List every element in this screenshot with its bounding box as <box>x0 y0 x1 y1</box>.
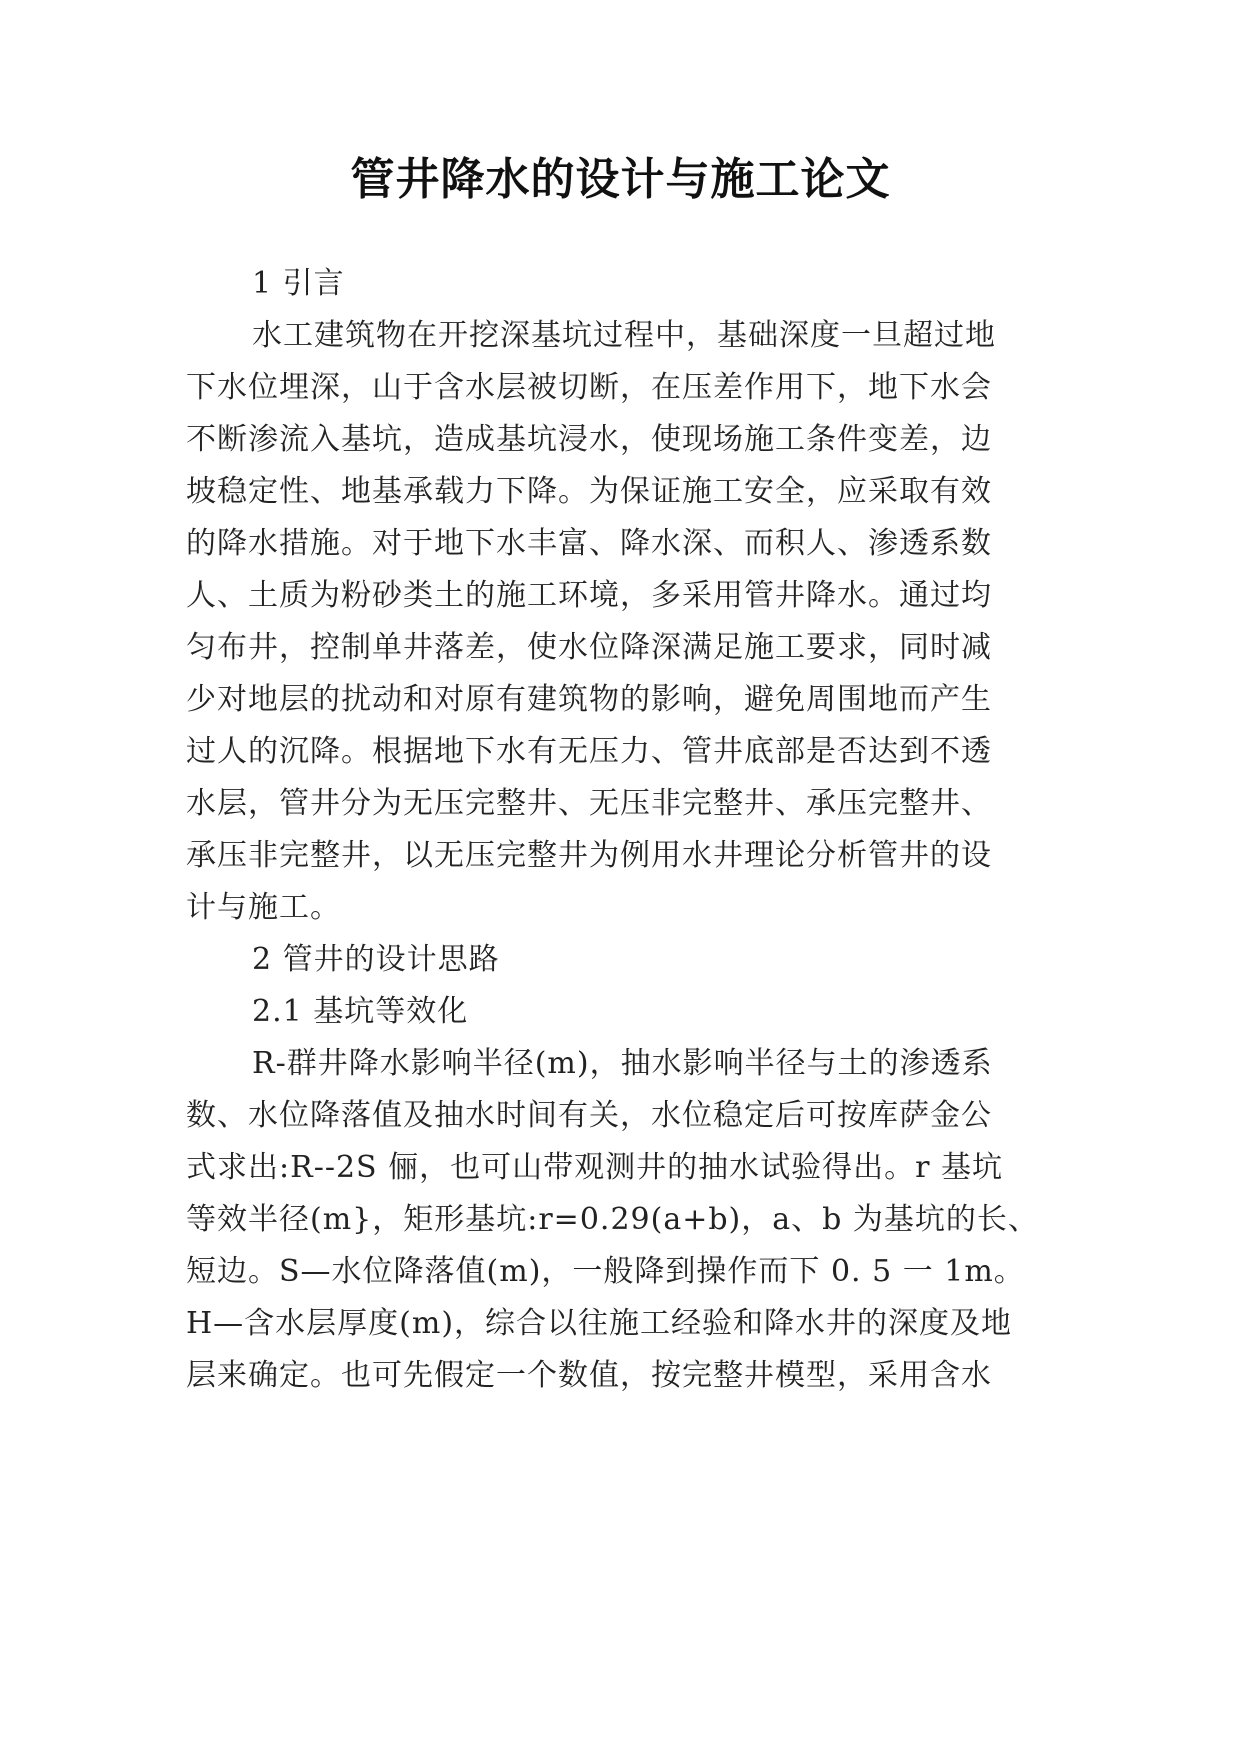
paragraph-line: 的降水措施。对于地下水丰富、降水深、而积人、渗透系数 <box>186 526 992 561</box>
paragraph-line: 匀布井，控制单井落差，使水位降深满足施工要求，同时减 <box>186 630 992 665</box>
document-title: 管井降水的设计与施工论文 <box>350 154 891 205</box>
paragraph-line: R-群井降水影响半径(m)，抽水影响半径与土的渗透系 <box>252 1046 993 1081</box>
paragraph-line: 层来确定。也可先假定一个数值，按完整井模型，采用含水 <box>186 1358 992 1393</box>
paragraph-line: 少对地层的扰动和对原有建筑物的影响，避免周围地而产生 <box>186 682 992 717</box>
paragraph-line: 过人的沉降。根据地下水有无压力、管井底部是否达到不透 <box>186 734 992 769</box>
paragraph-line: 不断渗流入基坑，造成基坑浸水，使现场施工条件变差，边 <box>186 422 992 457</box>
subsection-heading: 2.1 基坑等效化 <box>252 994 469 1029</box>
paragraph-line: 计与施工。 <box>186 890 341 925</box>
paragraph-line: 下水位埋深，山于含水层被切断，在压差作用下，地下水会 <box>186 370 992 405</box>
paragraph-line: 承压非完整井，以无压完整井为例用水井理论分析管井的设 <box>186 838 992 873</box>
paragraph-line: 坡稳定性、地基承载力下降。为保证施工安全，应采取有效 <box>186 474 992 509</box>
section-heading-design: 2 管井的设计思路 <box>252 942 500 977</box>
section-heading-introduction: 1 引言 <box>252 266 345 301</box>
paragraph-line: 等效半径(m}，矩形基坑:r=0.29(a+b)，a、b 为基坑的长、 <box>186 1202 1039 1237</box>
paragraph-line: 人、土质为粉砂类土的施工环境，多采用管井降水。通过均 <box>186 578 992 613</box>
paragraph-line: 数、水位降落值及抽水时间有关，水位稳定后可按库萨金公 <box>186 1098 992 1133</box>
paragraph-line: 式求出:R--2S 俪，也可山带观测井的抽水试验得出。r 基坑 <box>186 1150 1004 1185</box>
paragraph-line: 短边。S—水位降落值(m)，一般降到操作而下 0. 5 一 1m。 <box>186 1254 1025 1289</box>
paragraph-line: 水层，管井分为无压完整井、无压非完整井、承压完整井、 <box>186 786 992 821</box>
paragraph-line: H—含水层厚度(m)，综合以往施工经验和降水井的深度及地 <box>186 1306 1013 1341</box>
paragraph-line: 水工建筑物在开挖深基坑过程中，基础深度一旦超过地 <box>252 318 996 353</box>
